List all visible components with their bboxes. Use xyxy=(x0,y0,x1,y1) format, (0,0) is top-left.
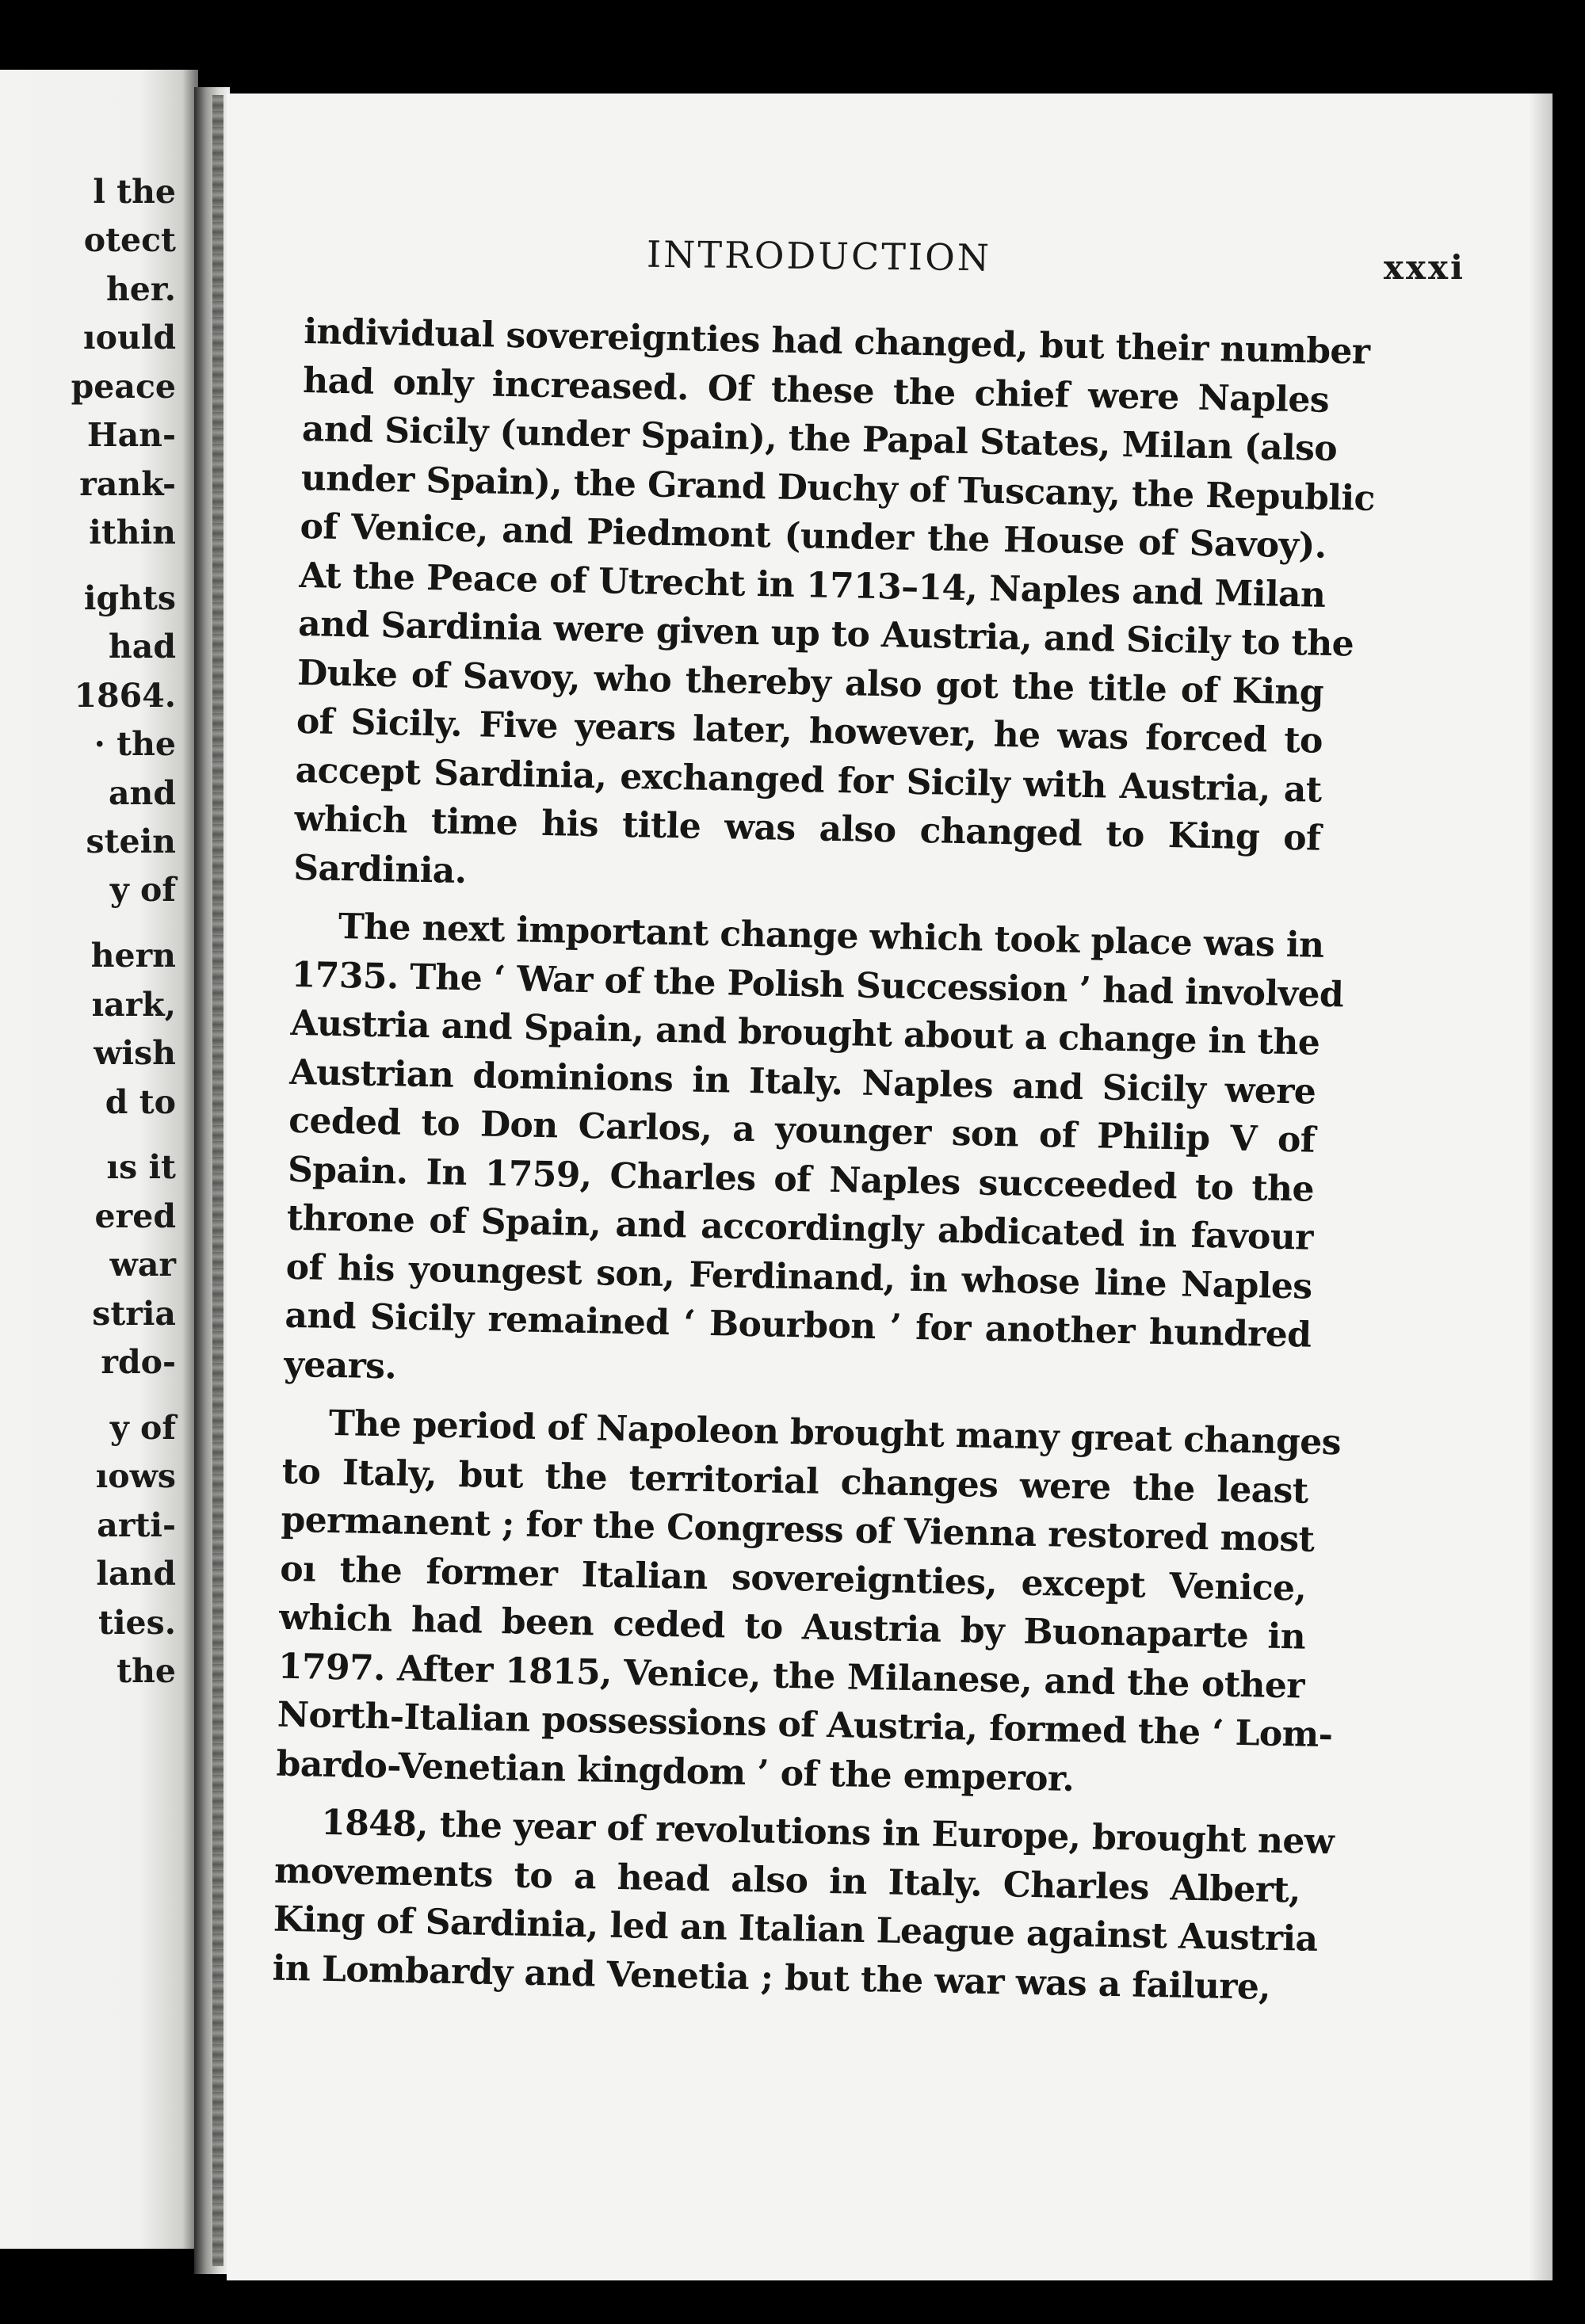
left-page-line-fragment: y of xyxy=(109,1409,176,1448)
text-line: movements to a head also in Italy. Charles Albert, xyxy=(273,1850,1301,1910)
left-page-line-fragment: rdo- xyxy=(101,1343,176,1382)
page-edge-shadow xyxy=(1529,93,1553,2280)
text-line: years. xyxy=(283,1344,397,1387)
text-line: of Sicily. Five years later, however, he was forced to xyxy=(296,700,1323,761)
paragraph xyxy=(276,1399,1342,1808)
text-line: The period of Napoleon brought many great changes xyxy=(328,1402,1342,1463)
text-line: in Lombardy and Venetia ; but the war was a failure, xyxy=(272,1948,1271,2008)
body-text xyxy=(272,307,1376,2012)
text-line: permanent ; for the Congress of Vienna restored most xyxy=(281,1499,1315,1560)
text-line: had only increased. Of these the chief were Naples xyxy=(302,360,1330,421)
text-line: accept Sardinia, exchanged for Sicily with Austria, at xyxy=(295,750,1323,811)
left-page-line-fragment: her. xyxy=(105,269,176,308)
left-page-line-fragment: wish xyxy=(94,1034,176,1073)
left-page-line-fragment: ıows xyxy=(95,1457,176,1496)
text-line: and Sicily remained ‘ Bourbon ’ for another hundred xyxy=(285,1295,1312,1356)
text-line: King of Sardinia, led an Italian League against Austria xyxy=(273,1899,1318,1960)
text-line: Spain. In 1759, Charles of Naples succeeded to the xyxy=(287,1149,1315,1210)
text-line: and Sicily (under Spain), the Papal States, Milan (also xyxy=(301,408,1338,470)
text-line: Austria and Spain, and brought about a change in the xyxy=(290,1002,1320,1063)
paragraph xyxy=(283,902,1344,1409)
page-edge-stack xyxy=(212,95,223,2266)
left-page-line-fragment: l the xyxy=(93,173,176,211)
running-head: INTRODUCTION xyxy=(646,232,992,280)
text-line: bardo-Venetian kingdom ’ of the emperor. xyxy=(276,1743,1075,1799)
left-page-line-fragment: d to xyxy=(105,1082,176,1121)
left-page-line-fragment: ithin xyxy=(89,513,176,551)
left-page-line-fragment: and xyxy=(108,773,176,812)
left-page-line-fragment: 1864. xyxy=(74,676,176,715)
paragraph xyxy=(272,1798,1335,2013)
left-page-line-fragment: Han- xyxy=(86,416,176,455)
right-page xyxy=(227,93,1553,2280)
left-page-line-fragment: stein xyxy=(86,822,176,861)
left-page-line-fragment: ıould xyxy=(83,319,176,357)
text-line: At the Peace of Utrecht in 1713–14, Naples and Milan xyxy=(299,555,1326,616)
text-line: of his youngest son, Ferdinand, in whose line Naples xyxy=(285,1246,1313,1307)
left-page-line-fragment: ights xyxy=(83,578,176,617)
left-page-line-fragment: otect xyxy=(83,221,176,260)
text-line: individual sovereignties had changed, but their number xyxy=(303,311,1370,372)
left-page-line-fragment: ered xyxy=(94,1196,176,1235)
text-line: 1848, the year of revolutions in Europe, brought new xyxy=(320,1802,1335,1863)
text-line: Duke of Savoy, who thereby also got the title of King xyxy=(296,652,1324,713)
text-line: North-Italian possessions of Austria, formed the ‘ Lom- xyxy=(277,1694,1333,1756)
left-page-line-fragment: peace xyxy=(71,367,176,406)
text-line: oı the former Italian sovereignties, except Venice, xyxy=(279,1548,1307,1609)
left-page-line-fragment: land xyxy=(96,1555,176,1593)
text-line: Sardinia. xyxy=(292,847,467,891)
left-page-line-fragment: ıark, xyxy=(91,985,176,1024)
text-line: Austrian dominions in Italy. Naples and Sicily were xyxy=(288,1051,1316,1112)
left-page-line-fragment: hern xyxy=(90,937,176,975)
text-line: 1797. After 1815, Venice, the Milanese, and the other xyxy=(277,1646,1305,1707)
left-page-line-fragment: war xyxy=(109,1246,176,1284)
left-page-line-fragment: had xyxy=(108,628,176,666)
left-facing-page xyxy=(0,70,198,2249)
text-line: and Sardinia were given up to Austria, and Sicily to the xyxy=(297,603,1354,665)
left-page-line-fragment: ties. xyxy=(98,1603,176,1642)
text-line: throne of Spain, and accordingly abdicated in favour xyxy=(286,1197,1314,1258)
page-number: xxxi xyxy=(1383,248,1465,287)
left-page-line-fragment: stria xyxy=(92,1294,176,1333)
text-line: to Italy, but the territorial changes were the least xyxy=(281,1451,1309,1512)
left-page-line-fragment: the xyxy=(116,1652,176,1691)
text-line: under Spain), the Grand Duchy of Tuscany, the Republic xyxy=(300,457,1376,519)
paragraph xyxy=(292,307,1376,912)
text-line: of Venice, and Piedmont (under the House of Savoy). xyxy=(300,506,1327,567)
text-line: 1735. The ‘ War of the Polish Succession ’ had involved xyxy=(291,954,1344,1015)
left-page-line-fragment: y of xyxy=(109,871,176,910)
text-line: ceded to Don Carlos, a younger son of Philip V of xyxy=(288,1100,1316,1161)
text-line: The next important change which took place was in xyxy=(338,906,1324,966)
left-page-line-fragment: · the xyxy=(94,725,176,764)
left-page-line-fragment: ıs it xyxy=(106,1148,176,1187)
left-page-line-fragment: rank- xyxy=(79,464,176,503)
text-line: which had been ceded to Austria by Buonaparte in xyxy=(278,1597,1306,1658)
text-line: which time his title was also changed to King of xyxy=(294,798,1321,859)
left-page-line-fragment: arti- xyxy=(97,1505,176,1544)
